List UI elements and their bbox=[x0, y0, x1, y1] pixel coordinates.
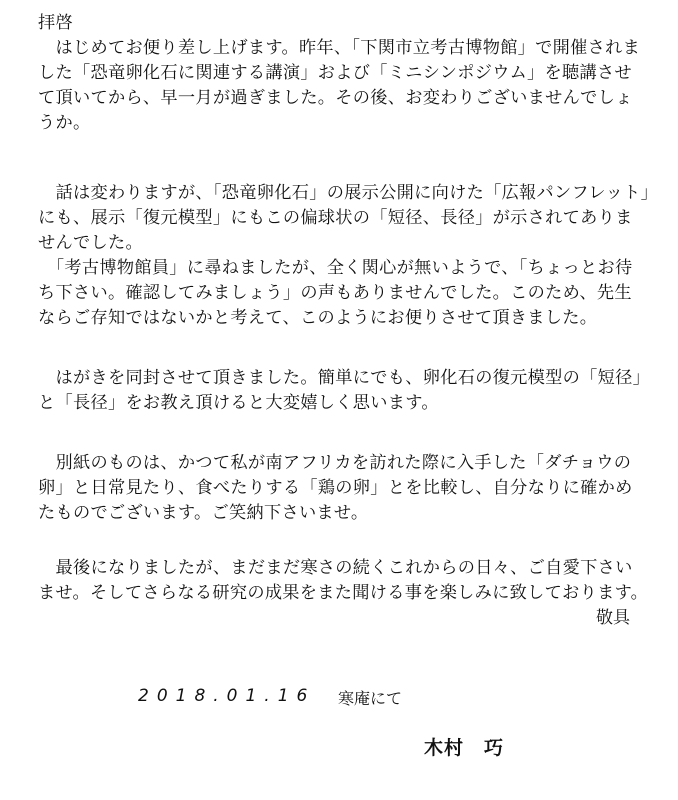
paragraph-2-line-2: にも、展示「復元模型」にもこの偏球状の「短径、長径」が示されてありま bbox=[38, 208, 633, 228]
paragraph-3-line-2: と「長径」をお教え頂けると大変嬉しく思います。 bbox=[38, 393, 439, 413]
paragraph-4-line-3: たものでございます。ご笑納下さいませ。 bbox=[38, 503, 369, 523]
paragraph-3-line-1: はがきを同封させて頂きました。簡単にでも、卵化石の復元模型の「短径」 bbox=[38, 368, 651, 388]
greeting: 拝啓 bbox=[38, 13, 73, 33]
paragraph-2-line-3: せんでした。 bbox=[38, 233, 143, 253]
letter-place: 寒庵にて bbox=[338, 689, 403, 708]
signature: 木村 巧 bbox=[424, 737, 505, 759]
paragraph-1-line-3: て頂いてから、早一月が過ぎました。その後、お変わりございませんでしょ bbox=[38, 88, 633, 108]
letter-date: 2018.01.16 bbox=[138, 686, 316, 706]
paragraph-2-line-6: ならご存知ではないかと考えて、このようにお便りさせて頂きました。 bbox=[38, 308, 598, 328]
paragraph-2-line-1: 話は変わりますが、「恐竜卵化石」の展示公開に向けた「広報パンフレット」 bbox=[38, 183, 659, 203]
paragraph-4-line-2: 卵」と日常見たり、食べたりする「鶏の卵」とを比較し、自分なりに確かめ bbox=[38, 478, 633, 498]
paragraph-1-line-1: はじめてお便り差し上げます。昨年、「下関市立考古博物館」で開催されま bbox=[38, 38, 641, 58]
paragraph-5-line-2: ませ。そしてさらなる研究の成果をまた聞ける事を楽しみに致しております。 bbox=[38, 583, 649, 603]
closing: 敬具 bbox=[596, 608, 630, 628]
paragraph-1-line-4: うか。 bbox=[38, 113, 91, 133]
paragraph-5-line-1: 最後になりましたが、まだまだ寒さの続くこれからの日々、ご自愛下さい bbox=[38, 558, 633, 578]
paragraph-4-line-1: 別紙のものは、かつて私が南アフリカを訪れた際に入手した「ダチョウの bbox=[38, 453, 632, 473]
paragraph-1-line-2: した「恐竜卵化石に関連する講演」および「ミニシンポジウム」を聴講させ bbox=[38, 63, 632, 83]
paragraph-2-line-5: ち下さい。確認してみましょう」の声もありませんでした。このため、先生 bbox=[38, 283, 632, 303]
paragraph-2-line-4: 「考古博物館員」に尋ねましたが、全く関心が無いようで、「ちょっとお待 bbox=[38, 258, 633, 278]
